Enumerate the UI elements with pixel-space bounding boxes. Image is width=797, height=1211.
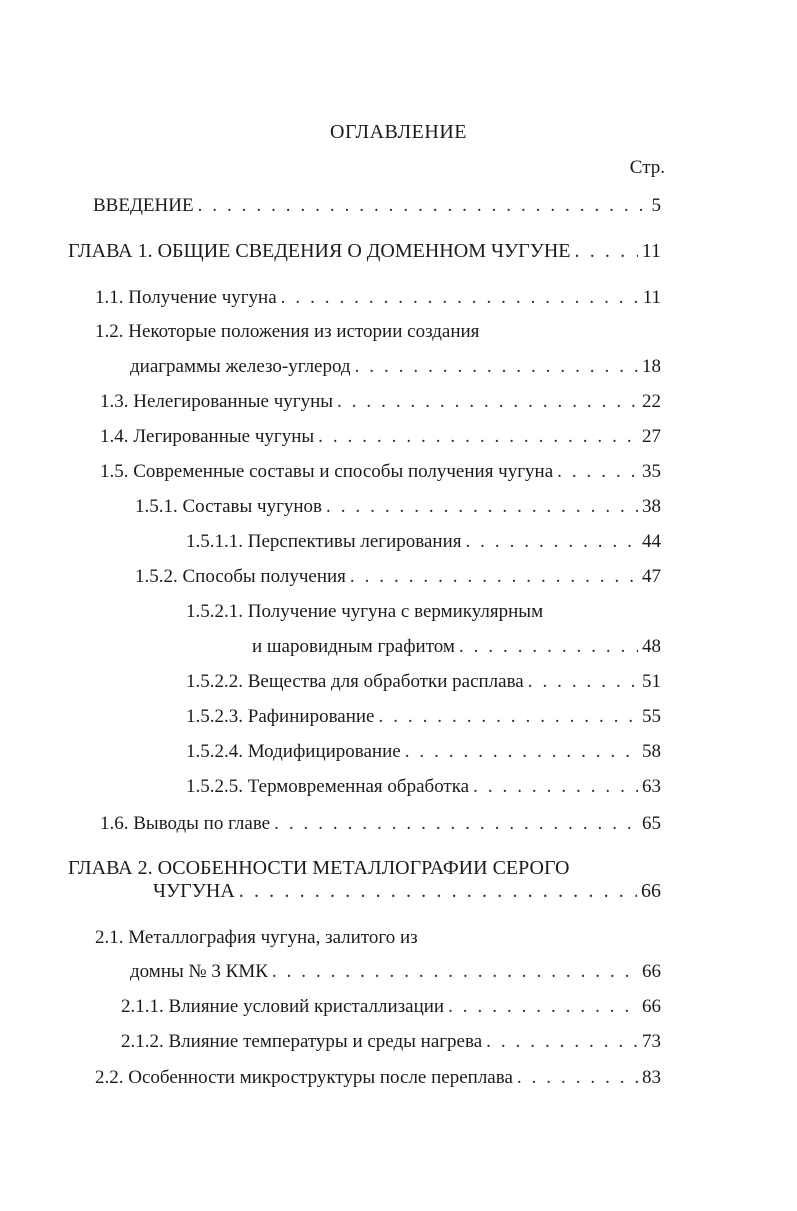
toc-entry-page: 55 [642,706,661,727]
leader-dots [473,775,638,799]
toc-entry-2-2[interactable] [95,1066,661,1090]
toc-entry-page: 5 [651,195,661,216]
leader-dots [198,194,648,218]
leader-dots [272,960,638,984]
toc-entry-page: 11 [642,287,661,308]
leader-dots [448,995,638,1019]
toc-entry-text: домны № 3 КМК [130,961,268,982]
toc-entry-text: 1.5.2. Способы получения [135,566,346,587]
toc-entry-page: 58 [642,741,661,762]
toc-entry-text: 1.5.2.2. Вещества для обработки расплава [186,671,524,692]
toc-entry-text: 1.4. Легированные чугуны [100,426,315,447]
toc-entry-page: 66 [642,996,661,1017]
toc-entry-page: 44 [642,531,661,552]
toc-entry-text: 1.3. Нелегированные чугуны [100,391,334,412]
leader-dots [465,530,638,554]
toc-entry-text: 1.5.2.5. Термовременная обработка [186,776,470,797]
toc-entry-page: 48 [642,636,661,657]
toc-entry-1-5[interactable] [100,460,661,484]
toc-entry-1-5-1[interactable] [135,495,661,519]
toc-entry-text: диаграммы железо-углерод [130,356,351,377]
toc-entry-1-5-2-1[interactable] [252,635,661,659]
toc-entry-text: 2.1.1. Влияние условий кристаллизации [121,996,445,1017]
toc-entry-page: 66 [641,880,661,902]
toc-entry-1-6[interactable] [100,812,661,836]
toc-entry-page: 83 [642,1067,661,1088]
toc-entry-1-4[interactable] [100,425,661,449]
leader-dots [239,879,637,903]
toc-entry-page: 47 [642,566,661,587]
toc-entry-text: 2.1.2. Влияние температуры и среды нагрева [121,1031,483,1052]
toc-entry-2-1[interactable] [130,960,661,984]
toc-entry-text: 1.5.2.3. Рафинирование [186,706,375,727]
leader-dots [379,705,639,729]
toc-entry-1-2-line1: 1.2. Некоторые положения из истории создания [95,321,480,342]
toc-entry-page: 35 [642,461,661,482]
toc-entry-text: ЧУГУНА [153,880,235,902]
toc-entry-1-2[interactable] [130,355,661,379]
leader-dots [337,390,638,414]
toc-entry-text: 1.1. Получение чугуна [95,287,277,308]
leader-dots [486,1030,638,1054]
toc-entry-text: 1.5.2.4. Модифицирование [186,741,401,762]
leader-dots [274,812,638,836]
toc-entry-1-5-1-1[interactable] [186,530,661,554]
toc-entry-page: 11 [641,240,661,262]
leader-dots [326,495,638,519]
toc-entry-text: 1.6. Выводы по главе [100,813,271,834]
toc-entry-page: 63 [642,776,661,797]
toc-entry-1-5-2-2[interactable] [186,670,661,694]
leader-dots [350,565,638,589]
leader-dots [517,1066,638,1090]
toc-entry-chapter-2-line1: ГЛАВА 2. ОСОБЕННОСТИ МЕТАЛЛОГРАФИИ СЕРОГО [68,857,570,879]
toc-entry-chapter-1[interactable] [68,239,661,263]
leader-dots [459,635,638,659]
toc-entry-1-5-2-4[interactable] [186,740,661,764]
leader-dots [528,670,638,694]
toc-entry-page: 65 [642,813,661,834]
toc-entry-page: 51 [642,671,661,692]
toc-entry-1-5-2-5[interactable] [186,775,661,799]
toc-title: ОГЛАВЛЕНИЕ [330,121,467,143]
leader-dots [405,740,638,764]
toc-entry-text: ВВЕДЕНИЕ [93,195,194,216]
leader-dots [355,355,638,379]
toc-entry-page: 66 [642,961,661,982]
toc-entry-text: 1.5.1. Составы чугунов [135,496,323,517]
page-column-label: Стр. [629,157,665,178]
toc-entry-intro[interactable] [93,194,661,218]
toc-entry-text: ГЛАВА 1. ОБЩИЕ СВЕДЕНИЯ О ДОМЕННОМ ЧУГУНЕ [68,240,571,262]
toc-entry-chapter-2[interactable] [153,879,661,903]
toc-entry-page: 18 [642,356,661,377]
toc-entry-1-5-2[interactable] [135,565,661,589]
leader-dots [318,425,638,449]
toc-entry-text: и шаровидным графитом [252,636,455,657]
toc-entry-2-1-line1: 2.1. Металлография чугуна, залитого из [95,927,418,948]
leader-dots [557,460,638,484]
toc-entry-page: 38 [642,496,661,517]
toc-entry-1-1[interactable] [95,286,661,310]
toc-entry-2-1-2[interactable] [121,1030,661,1054]
toc-entry-1-3[interactable] [100,390,661,414]
toc-entry-text: 1.5.1.1. Перспективы легирования [186,531,462,552]
toc-entry-page: 73 [642,1031,661,1052]
toc-entry-page: 22 [642,391,661,412]
toc-entry-text: 1.5. Современные составы и способы получения чугуна [100,461,554,482]
toc-entry-1-5-2-3[interactable] [186,705,661,729]
toc-entry-1-5-2-1-line1: 1.5.2.1. Получение чугуна с вермикулярным [186,601,544,622]
leader-dots [281,286,639,310]
toc-entry-2-1-1[interactable] [121,995,661,1019]
leader-dots [575,239,638,263]
toc-entry-page: 27 [642,426,661,447]
toc-entry-text: 2.2. Особенности микроструктуры после переплава [95,1067,513,1088]
